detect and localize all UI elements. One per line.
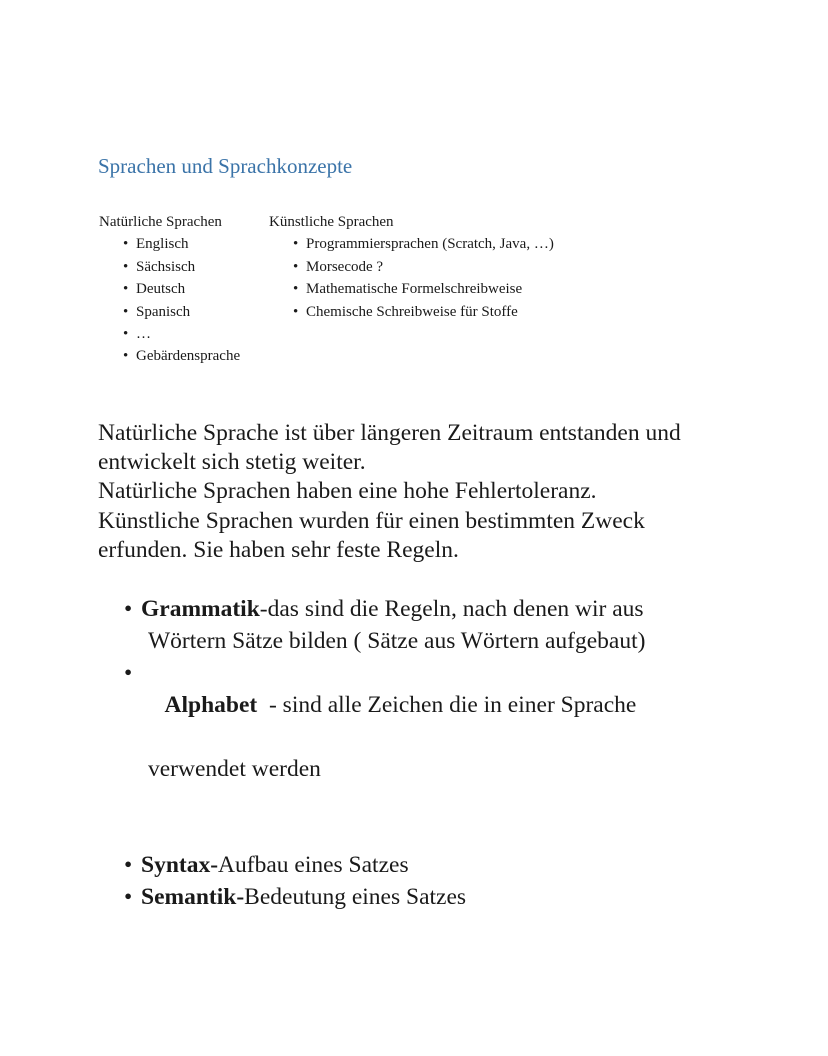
natural-languages-column: [99, 211, 240, 368]
concepts-list: [124, 593, 645, 913]
list-item: • Deutsch: [123, 278, 240, 300]
bullet-icon: •: [123, 348, 129, 365]
concept-term: Alphabet: [164, 692, 258, 718]
bullet-icon: •: [124, 852, 133, 878]
concept-description-continued: verwendet werden: [148, 756, 321, 782]
list-item: • Morsecode ?: [293, 256, 554, 278]
list-item: • Chemische Schreibweise für Stoffe: [293, 301, 554, 323]
paragraph-line: erfunden. Sie haben sehr feste Regeln.: [98, 536, 459, 563]
paragraph-line: Natürliche Sprachen haben eine hohe Fehlertoleranz.: [98, 478, 597, 505]
list-item: • Sächsisch: [123, 256, 240, 278]
bullet-icon: •: [124, 596, 133, 622]
list-item: • Spanisch: [123, 301, 240, 323]
bullet-icon: •: [123, 281, 129, 298]
paragraph-line: Künstliche Sprachen wurden für einen bestimmten Zweck: [98, 507, 645, 534]
concept-item-semantik: [124, 881, 645, 913]
bullet-icon: •: [123, 326, 129, 343]
concept-item-grammatik: [124, 593, 645, 657]
artificial-languages-heading: Künstliche Sprachen: [269, 214, 394, 230]
concept-item-syntax: [124, 849, 645, 881]
paragraph-line: entwickelt sich stetig weiter.: [98, 449, 366, 476]
bullet-icon: •: [123, 258, 129, 275]
bullet-icon: •: [124, 660, 133, 686]
page-title: Sprachen und Sprachkonzepte: [98, 154, 353, 178]
list-item: • Englisch: [123, 233, 240, 255]
concept-description: Aufbau eines Satzes: [218, 852, 409, 878]
list-item: • …: [123, 323, 240, 345]
bullet-icon: •: [293, 281, 299, 298]
list-item: • Gebärdensprache: [123, 345, 240, 367]
bullet-icon: •: [293, 236, 299, 253]
artificial-languages-list: [269, 233, 554, 323]
concept-description: Bedeutung eines Satzes: [244, 884, 467, 910]
bullet-icon: •: [123, 236, 129, 253]
concept-term: Grammatik: [141, 596, 260, 622]
concept-description: - sind alle Zeichen die in einer Sprache: [257, 692, 637, 718]
definition-paragraph: [98, 419, 798, 565]
concept-description-continued: Wörtern Sätze bilden ( Sätze aus Wörtern aufgebaut): [148, 628, 646, 654]
concept-item-alphabet: [124, 657, 645, 849]
concept-term: Syntax-: [141, 852, 219, 878]
list-item: • Programmiersprachen (Scratch, Java, …): [293, 233, 554, 255]
bullet-icon: •: [293, 258, 299, 275]
artificial-languages-column: [269, 211, 554, 323]
concept-term: Semantik-: [141, 884, 245, 910]
natural-languages-heading: Natürliche Sprachen: [99, 214, 222, 230]
natural-languages-list: [99, 233, 240, 367]
bullet-icon: •: [293, 303, 299, 320]
concept-description: -das sind die Regeln, nach denen wir aus: [259, 596, 644, 622]
paragraph-line: Natürliche Sprache ist über längeren Zeitraum entstanden und: [98, 420, 681, 446]
bullet-icon: •: [124, 884, 133, 910]
list-item: • Mathematische Formelschreibweise: [293, 278, 554, 300]
bullet-icon: •: [123, 303, 129, 320]
